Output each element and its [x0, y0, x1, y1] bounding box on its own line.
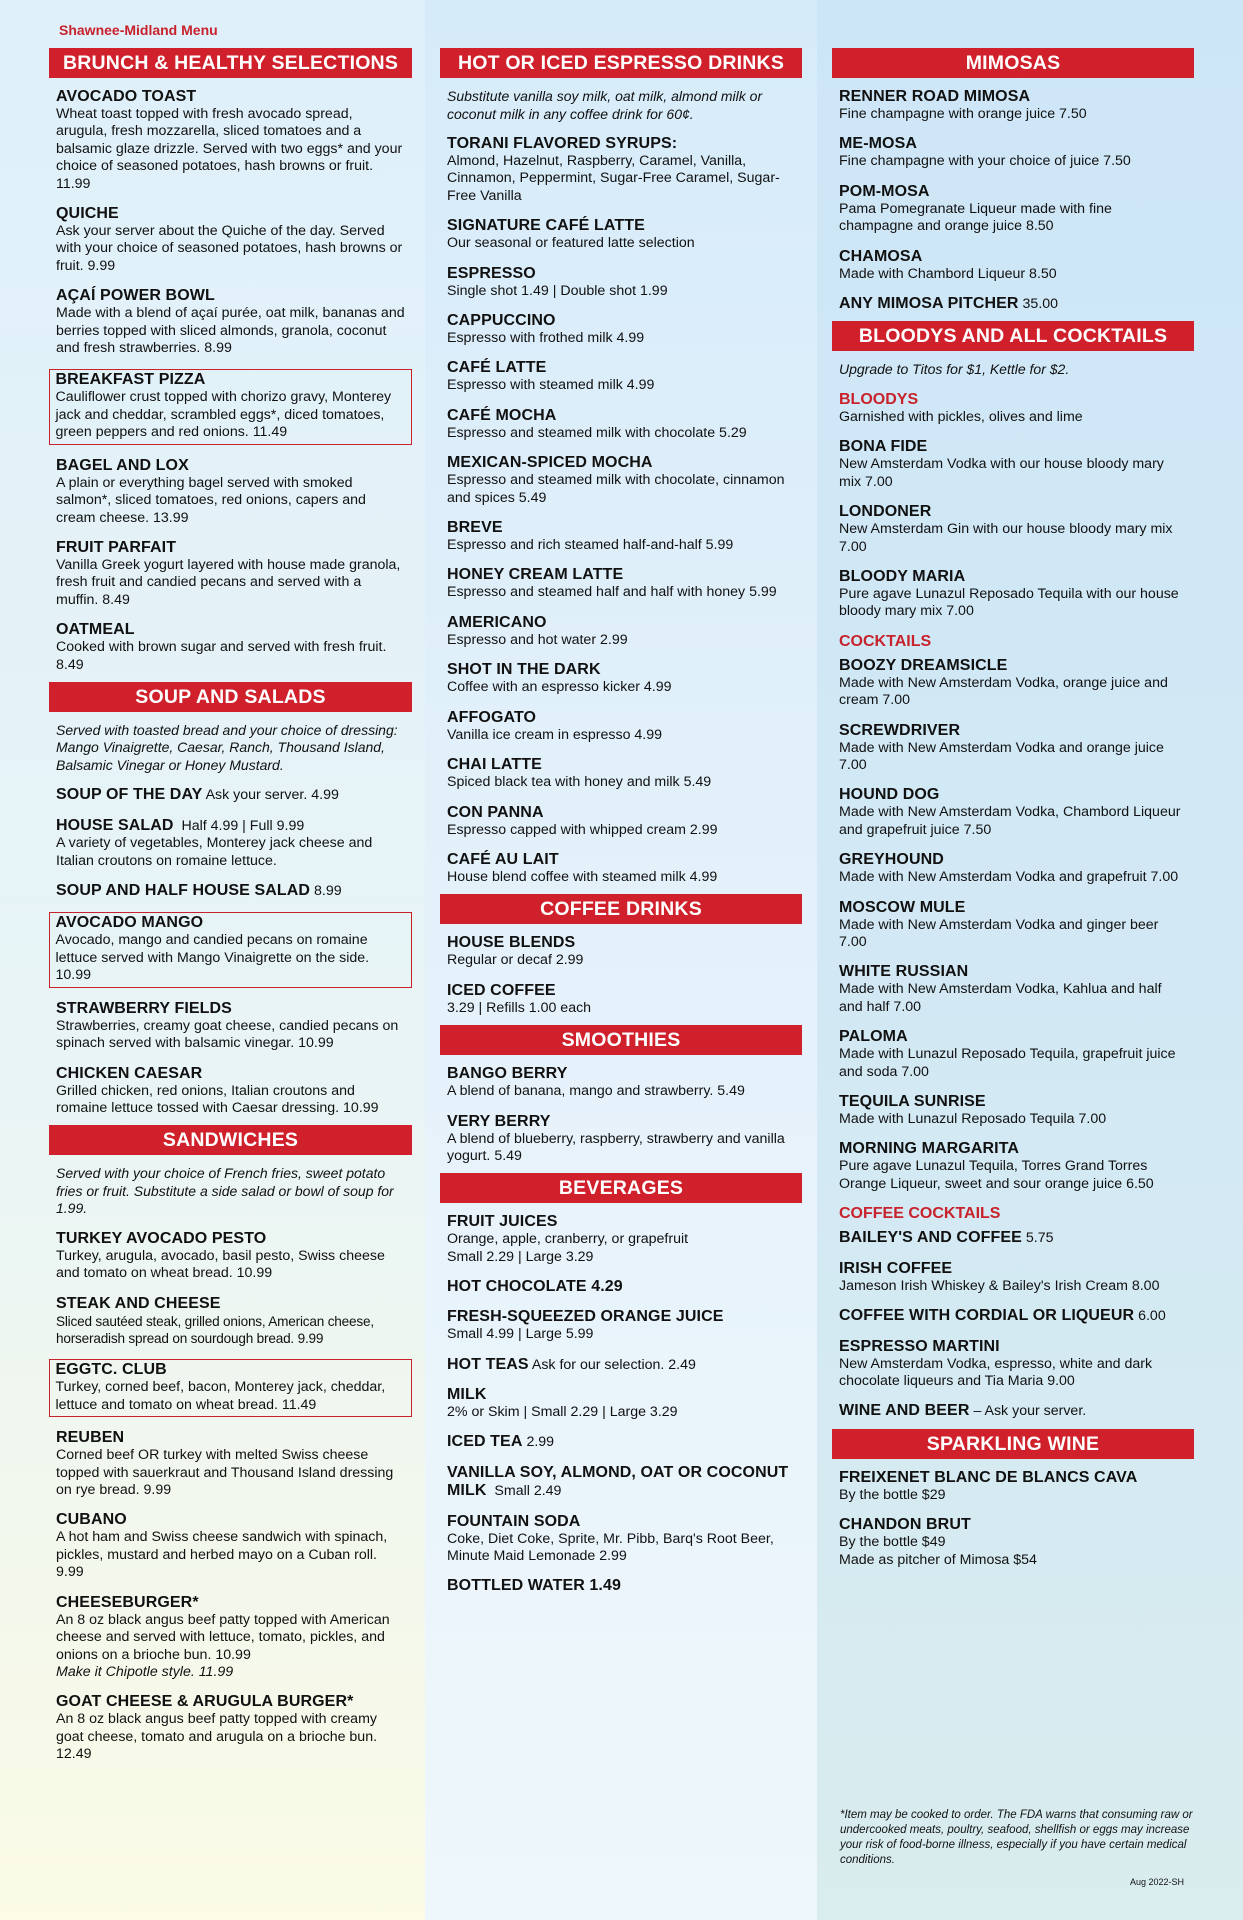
item-name: EGGTC. CLUB: [55, 1361, 167, 1379]
item-name: MORNING MARGARITA: [839, 1140, 1020, 1158]
menu-item: [839, 963, 1187, 1016]
item-desc: Made with New Amsterdam Vodka and ginger beer 7.00: [839, 916, 1159, 951]
menu-item: [56, 1693, 405, 1763]
section-note: Served with toasted bread and your choice of dressing: Mango Vinaigrette, Caesar, Ranch, Thousand Island, Balsamic Vinegar or Honey Mustard.: [56, 721, 398, 773]
section-note: Served with your choice of French fries, sweet potato fries or fruit. Substitute a side salad or bowl of soup for 1.99.: [56, 1165, 394, 1217]
item-desc: Vanilla ice cream in espresso 4.99: [447, 726, 663, 743]
section-sparkling: [832, 1469, 1194, 1569]
item-name: FRUIT JUICES: [447, 1213, 558, 1231]
menu-item: [56, 786, 405, 804]
section-header-beverages: BEVERAGES: [440, 1173, 802, 1203]
subsection-label-bloodys: BLOODYS: [839, 390, 919, 408]
section-cocktails: [832, 361, 1194, 1420]
item-price: 2.99: [526, 1434, 555, 1451]
item-name: TEQUILA SUNRISE: [839, 1093, 986, 1111]
menu-item: [839, 135, 1187, 170]
item-name: CON PANNA: [447, 803, 544, 821]
item-name: FRUIT PARFAIT: [56, 538, 177, 556]
item-desc: Our seasonal or featured latte selection: [447, 235, 695, 252]
item-desc: Vanilla Greek yogurt layered with house made granola, fresh fruit and candied pecans and served with a muffin. 8.49: [56, 556, 401, 608]
item-desc: New Amsterdam Vodka with our house bloody mary mix 7.00: [839, 456, 1164, 490]
item-name: GREYHOUND: [839, 851, 944, 869]
menu-item: [56, 621, 405, 674]
item-name: HONEY CREAM LATTE: [447, 566, 624, 584]
item-desc: Wheat toast topped with fresh avocado spread, arugula, fresh mozzarella, sliced tomatoes and a balsamic glaze drizzle. Served with two eggs* and your choice of seasoned potatoes, hash browns or fruit. 11.99: [56, 106, 403, 192]
item-name: AMERICANO: [447, 613, 547, 631]
section-coffee: [440, 934, 802, 1017]
item-name: LONDONER: [839, 503, 932, 521]
item-desc: Made with New Amsterdam Vodka and orange juice 7.00: [839, 739, 1164, 773]
item-name: STRAWBERRY FIELDS: [56, 999, 232, 1017]
item-desc: A blend of banana, mango and strawberry. 5.49: [447, 1083, 745, 1100]
item-desc: Coke, Diet Coke, Sprite, Mr. Pibb, Barq's Root Beer, Minute Maid Lemonade 2.99: [447, 1530, 774, 1564]
item-name: BREAKFAST PIZZA: [55, 371, 206, 389]
item-name: WINE AND BEER: [839, 1402, 970, 1420]
menu-item: [447, 217, 795, 252]
item-name: STEAK AND CHEESE: [56, 1294, 221, 1312]
subsection-label-cocktails: COCKTAILS: [839, 632, 932, 650]
menu-item: [447, 1113, 795, 1166]
menu-item: [839, 568, 1187, 621]
item-name: CAPPUCCINO: [447, 312, 556, 330]
item-name: CAFÉ AU LAIT: [447, 850, 559, 868]
menu-item: [839, 1028, 1187, 1081]
menu-item: [839, 248, 1187, 283]
item-name: TURKEY AVOCADO PESTO: [56, 1229, 267, 1247]
item-name: CHAI LATTE: [447, 756, 542, 774]
section-header-mimosas: MIMOSAS: [832, 48, 1194, 78]
menu-item: [56, 457, 405, 527]
item-name: CHAMOSA: [839, 247, 923, 265]
item-extra: Made as pitcher of Mimosa $54: [839, 1551, 1037, 1568]
item-desc: Sliced sautéed steak, grilled onions, American cheese, horseradish spread on sourdough bread. 9.99: [56, 1313, 374, 1347]
menu-item: [839, 899, 1187, 952]
item-desc: New Amsterdam Vodka, espresso, white and dark chocolate liqueurs and Tia Maria 9.00: [839, 1355, 1153, 1389]
menu-item-featured: [49, 369, 412, 444]
item-name: FREIXENET BLANC DE BLANCS CAVA: [839, 1468, 1138, 1486]
subsection-desc: Garnished with pickles, olives and lime: [839, 408, 1083, 425]
item-name: OATMEAL: [56, 621, 135, 639]
menu-item: [839, 851, 1187, 886]
item-extra: Make it Chipotle style. 11.99: [56, 1663, 234, 1680]
item-desc: 3.29 | Refills 1.00 each: [447, 999, 592, 1016]
menu-item: [447, 519, 795, 554]
menu-item: [447, 756, 795, 791]
menu-item: [56, 1065, 405, 1118]
menu-item: [56, 1429, 405, 1499]
menu-item: [447, 1065, 795, 1100]
item-desc: Avocado, mango and candied pecans on romaine lettuce served with Mango Vinaigrette on the side. 10.99: [55, 932, 370, 984]
item-desc: Pama Pomegranate Liqueur made with fine champagne and orange juice 8.50: [839, 200, 1112, 235]
item-desc: Jameson Irish Whiskey & Bailey's Irish Cream 8.00: [839, 1277, 1160, 1294]
item-desc: New Amsterdam Gin with our house bloody mary mix 7.00: [839, 521, 1173, 555]
item-desc: A variety of vegetables, Monterey jack cheese and Italian croutons on romaine lettuce.: [56, 835, 373, 869]
section-header-sandwiches: SANDWICHES: [49, 1125, 412, 1155]
item-name: AÇAÍ POWER BOWL: [56, 287, 215, 305]
menu-title: Shawnee-Midland Menu: [59, 22, 218, 38]
item-desc: Made with a blend of açaí purée, oat milk, bananas and berries topped with sliced almonds, granola, coconut and fresh strawberries. 8.99: [56, 305, 405, 357]
item-name: REUBEN: [56, 1429, 125, 1447]
menu-item: [447, 1386, 795, 1421]
item-name: BONA FIDE: [839, 438, 928, 456]
item-name: TORANI FLAVORED SYRUPS:: [447, 135, 678, 152]
item-desc: Made with Lunazul Reposado Tequila 7.00: [839, 1111, 1107, 1128]
item-name: SIGNATURE CAFÉ LATTE: [447, 217, 645, 235]
menu-item: [447, 265, 795, 300]
menu-item: [447, 1356, 795, 1374]
menu-item: [56, 1230, 405, 1283]
item-desc: Made with New Amsterdam Vodka and grapefruit 7.00: [839, 869, 1179, 886]
item-desc: Espresso capped with whipped cream 2.99: [447, 821, 718, 838]
item-name: CAFÉ LATTE: [447, 359, 547, 377]
item-desc: An 8 oz black angus beef patty topped with creamy goat cheese, tomato and arugula on a brioche bun. 12.49: [56, 1711, 378, 1763]
item-name: CHANDON BRUT: [839, 1516, 971, 1534]
menu-item: [447, 661, 795, 696]
item-price: Ask your server. 4.99: [205, 787, 339, 804]
item-desc: Made with Lunazul Reposado Tequila, grapefruit juice and soda 7.00: [839, 1046, 1176, 1080]
column-1-content: [49, 48, 412, 1776]
menu-item: [839, 438, 1187, 491]
section-smoothies: [440, 1065, 802, 1165]
item-name: RENNER ROAD MIMOSA: [839, 88, 1031, 105]
item-desc: Turkey, arugula, avocado, basil pesto, Swiss cheese and tomato on wheat bread. 10.99: [56, 1247, 385, 1282]
menu-item: [839, 1229, 1187, 1247]
item-desc: Ask your server about the Quiche of the day. Served with your choice of seasoned potatoes, hash browns or fruit. 9.99: [56, 223, 403, 274]
item-name: SHOT IN THE DARK: [447, 661, 601, 679]
item-name: VERY BERRY: [447, 1112, 551, 1130]
menu-item-featured: [49, 1359, 412, 1417]
item-name: VANILLA SOY, ALMOND, OAT OR COCONUT MILK: [447, 1463, 789, 1500]
item-desc: Espresso with steamed milk 4.99: [447, 377, 655, 394]
item-name: BOOZY DREAMSICLE: [839, 656, 1008, 674]
menu-item: [447, 407, 795, 442]
section-header-brunch: BRUNCH & HEALTHY SELECTIONS: [49, 48, 412, 78]
item-desc: Coffee with an espresso kicker 4.99: [447, 679, 672, 696]
menu-item: [447, 804, 795, 839]
item-desc: A blend of blueberry, raspberry, strawberry and vanilla yogurt. 5.49: [447, 1130, 785, 1164]
item-name: HOUND DOG: [839, 786, 940, 804]
item-desc: Cooked with brown sugar and served with fresh fruit. 8.49: [56, 639, 387, 673]
menu-item: [447, 1577, 795, 1595]
item-name: MILK: [447, 1385, 487, 1403]
item-name: IRISH COFFEE: [839, 1259, 953, 1277]
item-name: ANY MIMOSA PITCHER: [839, 295, 1019, 313]
item-desc: Grilled chicken, red onions, Italian croutons and romaine lettuce tossed with Caesar dressing. 10.99: [56, 1082, 379, 1116]
item-name: COFFEE WITH CORDIAL OR LIQUEUR: [839, 1307, 1135, 1325]
menu-item: [447, 851, 795, 886]
item-name: CHEESEBURGER*: [56, 1593, 199, 1611]
item-name: SCREWDRIVER: [839, 721, 961, 739]
menu-item: [839, 1338, 1187, 1391]
item-name: MEXICAN-SPICED MOCHA: [447, 454, 653, 472]
item-name: FOUNTAIN SODA: [447, 1512, 581, 1530]
menu-item: [56, 882, 405, 900]
menu-item: [447, 1433, 795, 1451]
item-name: BAILEY'S AND COFFEE: [839, 1229, 1022, 1247]
item-desc: Cauliflower crust topped with chorizo gravy, Monterey jack and cheddar, scrambled eggs*, diced tomatoes, green peppers and red onions. 11.49: [55, 389, 392, 441]
menu-item: [839, 1516, 1187, 1569]
menu-item: [447, 566, 795, 601]
column-3-content: [832, 48, 1194, 1581]
section-soup: [49, 722, 412, 1117]
item-name: SOUP OF THE DAY: [56, 786, 203, 804]
item-name: AFFOGATO: [447, 708, 537, 726]
item-name: ESPRESSO: [447, 264, 536, 282]
item-desc: Espresso and rich steamed half-and-half 5.99: [447, 537, 734, 554]
item-desc: Espresso with frothed milk 4.99: [447, 330, 645, 347]
item-name: HOT TEAS: [447, 1355, 529, 1373]
menu-item: [839, 786, 1187, 839]
section-mimosas: [832, 88, 1194, 313]
menu-item: [839, 1402, 1187, 1420]
menu-item: [447, 1308, 795, 1343]
item-name: MOSCOW MULE: [839, 898, 966, 916]
item-price: 8.99: [314, 883, 342, 900]
item-desc: Made with New Amsterdam Vodka, Chambord Liqueur and grapefruit juice 7.50: [839, 804, 1181, 838]
menu-item: [839, 503, 1187, 556]
item-desc: 2% or Skim | Small 2.29 | Large 3.29: [447, 1403, 678, 1420]
item-desc: Spiced black tea with honey and milk 5.49: [447, 774, 712, 791]
item-name: BREVE: [447, 519, 503, 537]
menu-item: [447, 1513, 795, 1566]
item-desc: Strawberries, creamy goat cheese, candied pecans on spinach served with balsamic vinegar. 10.99: [56, 1017, 399, 1052]
item-desc: By the bottle $49: [839, 1534, 946, 1551]
menu-item: [839, 1140, 1187, 1193]
item-name: PALOMA: [839, 1028, 908, 1046]
item-price: Small 2.49: [494, 1483, 562, 1500]
menu-item: [56, 205, 405, 275]
fda-disclaimer: *Item may be cooked to order. The FDA warns that consuming raw or undercooked meats, poultry, seafood, shellfish or eggs may increase your risk of food-borne illness, especially if you have certain medical conditions.: [840, 1809, 1193, 1866]
menu-item: [56, 88, 405, 193]
item-desc: Pure agave Lunazul Reposado Tequila with our house bloody mary mix 7.00: [839, 585, 1179, 620]
item-desc: Small 4.99 | Large 5.99: [447, 1326, 594, 1343]
section-header-smoothies: SMOOTHIES: [440, 1025, 802, 1055]
item-desc: Made with New Amsterdam Vodka, orange juice and cream 7.00: [839, 674, 1168, 709]
menu-version-code: Aug 2022-SH: [1130, 1877, 1185, 1887]
section-brunch: [49, 88, 412, 674]
item-name: WHITE RUSSIAN: [839, 963, 969, 981]
item-desc: An 8 oz black angus beef patty topped with American cheese and served with lettuce, tomato, pickles, and onions on a brioche bun. 10.99: [56, 1611, 390, 1663]
item-extra: Small 2.29 | Large 3.29: [447, 1248, 594, 1265]
menu-item: [839, 1307, 1187, 1325]
menu-item: [56, 1594, 405, 1682]
item-desc: Single shot 1.49 | Double shot 1.99: [447, 282, 668, 299]
item-name: SOUP AND HALF HOUSE SALAD: [56, 882, 311, 900]
section-note: Substitute vanilla soy milk, oat milk, almond milk or coconut milk in any coffee drink for 60¢.: [447, 88, 763, 122]
menu-item: [839, 295, 1187, 313]
menu-item: [839, 88, 1187, 123]
item-desc: Fine champagne with orange juice 7.50: [839, 106, 1087, 122]
menu-item: [447, 135, 795, 205]
item-name: CHICKEN CAESAR: [56, 1064, 203, 1082]
item-desc: Fine champagne with your choice of juice 7.50: [839, 153, 1131, 170]
item-price: Half 4.99 | Full 9.99: [181, 817, 305, 834]
item-desc: Espresso and steamed milk with chocolate 5.29: [447, 424, 747, 441]
item-desc: Pure agave Lunazul Tequila, Torres Grand Torres Orange Liqueur, sweet and sour orange juice 6.50: [839, 1158, 1154, 1192]
menu-item: [56, 287, 405, 357]
item-name: BOTTLED WATER 1.49: [447, 1577, 621, 1595]
menu-item: [447, 454, 795, 507]
menu-item: [447, 934, 795, 969]
menu-item: [839, 1260, 1187, 1295]
section-beverages: [440, 1213, 802, 1595]
section-note: Upgrade to Titos for $1, Kettle for $2.: [839, 361, 1070, 378]
item-desc: Espresso and steamed milk with chocolate, cinnamon and spices 5.49: [447, 472, 785, 506]
menu-item: [447, 614, 795, 649]
item-name: HOUSE BLENDS: [447, 934, 576, 952]
menu-item: [447, 1278, 795, 1296]
item-name: ME-MOSA: [839, 135, 918, 153]
item-name: CUBANO: [56, 1511, 127, 1529]
item-desc: A hot ham and Swiss cheese sandwich with spinach, pickles, mustard and herbed mayo on a Cuban roll. 9.99: [56, 1529, 388, 1581]
item-desc: House blend coffee with steamed milk 4.99: [447, 868, 718, 885]
menu-item: [56, 1511, 405, 1581]
item-desc: Regular or decaf 2.99: [447, 952, 584, 969]
item-desc: By the bottle $29: [839, 1486, 946, 1503]
menu-item: [839, 657, 1187, 710]
menu-item: [447, 982, 795, 1017]
item-desc: Made with New Amsterdam Vodka, Kahlua and half and half 7.00: [839, 981, 1162, 1015]
menu-item: [839, 1469, 1187, 1504]
item-name: QUICHE: [56, 205, 119, 223]
item-price: 5.75: [1025, 1230, 1054, 1247]
menu-item: [56, 539, 405, 609]
menu-item: [839, 722, 1187, 775]
menu-item: [447, 1464, 795, 1501]
item-name: BLOODY MARIA: [839, 567, 966, 585]
item-name: POM-MOSA: [839, 182, 930, 200]
item-name: CAFÉ MOCHA: [447, 406, 557, 424]
section-header-espresso: HOT OR ICED ESPRESSO DRINKS: [440, 48, 802, 78]
item-name: HOT CHOCOLATE 4.29: [447, 1278, 623, 1296]
item-price: Ask for our selection. 2.49: [531, 1356, 696, 1373]
menu-item: [839, 183, 1187, 236]
menu-item: [56, 1295, 405, 1348]
menu-item: [447, 312, 795, 347]
menu-item: [447, 709, 795, 744]
section-espresso: [440, 88, 802, 886]
item-desc: Turkey, corned beef, bacon, Monterey jack, cheddar, lettuce and tomato on wheat bread. 11.49: [55, 1379, 386, 1413]
subsection-label-coffee-cocktails: COFFEE COCKTAILS: [839, 1205, 1001, 1223]
item-desc: A plain or everything bagel served with smoked salmon*, sliced tomatoes, red onions, capers and cream cheese. 13.99: [56, 474, 366, 526]
item-price: 35.00: [1022, 296, 1059, 313]
section-header-sparkling: SPARKLING WINE: [832, 1429, 1194, 1459]
item-name: ESPRESSO MARTINI: [839, 1337, 1000, 1355]
item-desc: Espresso and hot water 2.99: [447, 631, 628, 648]
section-header-coffee: COFFEE DRINKS: [440, 894, 802, 924]
menu-item: [447, 359, 795, 394]
item-desc: Made with Chambord Liqueur 8.50: [839, 265, 1057, 282]
item-desc: Corned beef OR turkey with melted Swiss cheese topped with sauerkraut and Thousand Island dressing on rye bread. 9.99: [56, 1447, 394, 1499]
menu-item-featured: [49, 912, 412, 987]
item-name: ICED COFFEE: [447, 981, 556, 999]
section-header-soup: SOUP AND SALADS: [49, 682, 412, 712]
item-name: AVOCADO TOAST: [56, 88, 197, 105]
section-sandwiches: [49, 1165, 412, 1763]
item-desc: Orange, apple, cranberry, or grapefruit: [447, 1231, 689, 1248]
item-name: BAGEL AND LOX: [56, 456, 189, 474]
item-name: AVOCADO MANGO: [55, 914, 204, 932]
section-header-cocktails: BLOODYS AND ALL COCKTAILS: [832, 321, 1194, 351]
item-price: – Ask your server.: [973, 1403, 1087, 1420]
menu-item: [56, 817, 405, 870]
column-2-content: [440, 48, 802, 1607]
item-name: GOAT CHEESE & ARUGULA BURGER*: [56, 1693, 354, 1711]
item-name: FRESH-SQUEEZED ORANGE JUICE: [447, 1308, 724, 1326]
item-price: 6.00: [1138, 1308, 1166, 1325]
item-name: HOUSE SALAD: [56, 816, 174, 834]
item-desc: Espresso and steamed half and half with honey 5.99: [447, 584, 777, 601]
menu-item: [447, 1213, 795, 1266]
item-name: ICED TEA: [447, 1433, 523, 1451]
item-desc: Almond, Hazelnut, Raspberry, Caramel, Vanilla, Cinnamon, Peppermint, Sugar-Free Caramel, Sugar-Free Vanilla: [447, 153, 780, 204]
menu-item: [839, 1093, 1187, 1128]
menu-item: [56, 1000, 405, 1053]
item-name: BANGO BERRY: [447, 1065, 568, 1083]
